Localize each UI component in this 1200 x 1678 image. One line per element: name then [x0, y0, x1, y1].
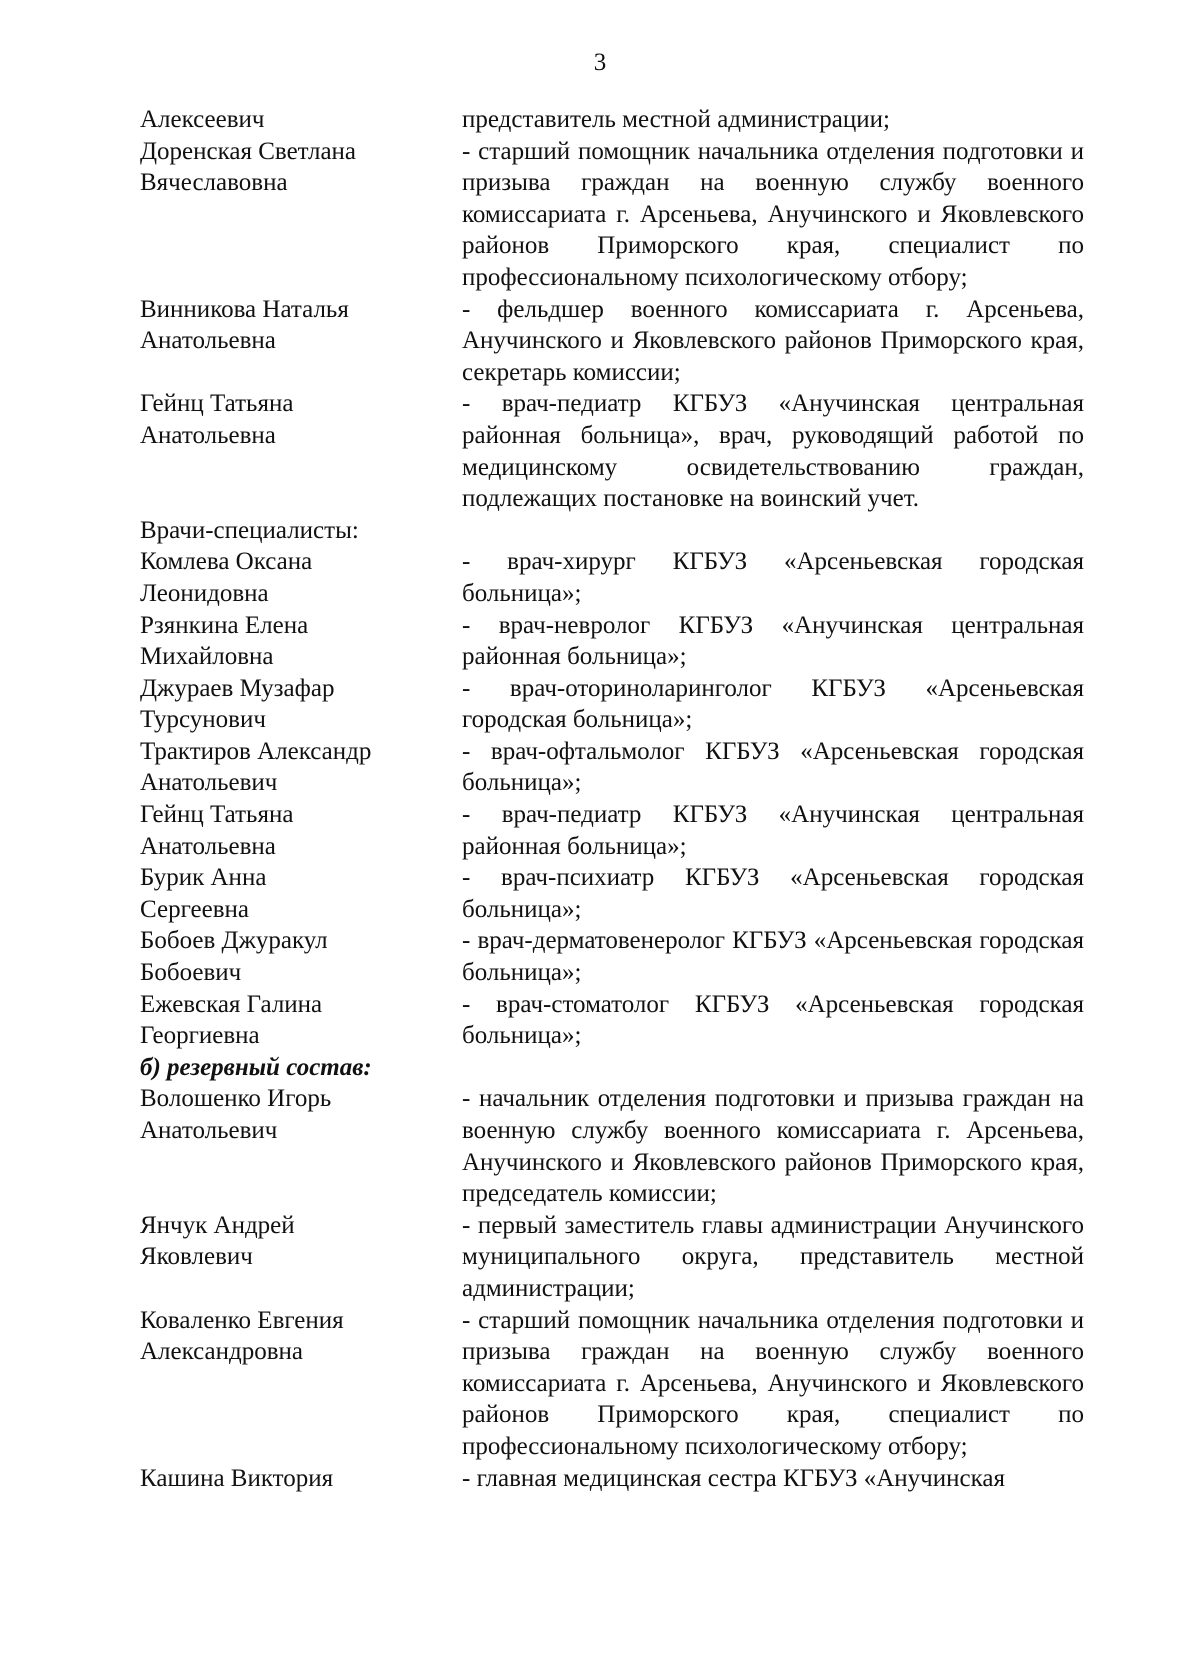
reserve-name-line: Янчук Андрей [140, 1211, 295, 1239]
member-name-line: Вячеславовна [140, 169, 288, 197]
reserve-name [140, 1083, 462, 1146]
specialist-row [140, 546, 1084, 609]
reserve-row [140, 1210, 1084, 1305]
reserve-description: - старший помощник начальника отделения подготовки и призыва граждан на военную службу военного комиссариата г. Арсеньева, Анучинского и Яковлевского районов Приморского края, специалист по профессиональному психологическому отбору; [462, 1306, 1084, 1460]
reserve-name-line: Анатольевич [140, 1117, 278, 1144]
specialist-description: - врач-дерматовенеролог КГБУЗ «Арсеньевская городская больница»; [462, 927, 1084, 987]
member-description: - старший помощник начальника отделения подготовки и призыва граждан на военную службу военного комиссариата г. Арсеньева, Анучинского и Яковлевского районов Приморского края, специалист по профессиональному психологическому отбору; [462, 137, 1084, 291]
member-name-line: Гейнц Татьяна [140, 390, 294, 418]
reserve-name-line: Яковлевич [140, 1243, 253, 1271]
specialist-name-line: Комлева Оксана [140, 548, 313, 576]
specialist-name [140, 799, 462, 862]
member-name-line: Винникова Наталья [140, 295, 349, 323]
specialist-name [140, 673, 462, 736]
reserve-heading: б) резервный состав: [140, 1053, 372, 1081]
specialist-name [140, 546, 462, 609]
specialist-name-line: Анатольевна [140, 832, 276, 860]
specialist-name-line: Турсунович [140, 706, 266, 734]
specialist-name-line: Леонидовна [140, 579, 269, 607]
specialist-description: - врач-оториноларинголог КГБУЗ «Арсеньевская городская больница»; [462, 674, 1084, 734]
member-name [140, 388, 462, 451]
member-name-line: Анатольевна [140, 421, 276, 449]
specialists-heading: Врачи-специалисты: [140, 516, 359, 544]
reserve-name-line: Александровна [140, 1338, 304, 1366]
specialist-description: - врач-психиатр КГБУЗ «Арсеньевская городская больница»; [462, 864, 1084, 923]
specialist-name [140, 610, 462, 673]
specialist-row [140, 799, 1084, 862]
specialist-name [140, 989, 462, 1052]
specialist-row [140, 610, 1084, 673]
specialist-description: - врач-офтальмолог КГБУЗ «Арсеньевская городская больница»; [462, 737, 1084, 797]
specialist-name-line: Анатольевич [140, 769, 278, 797]
specialist-row [140, 862, 1084, 925]
reserve-description: - первый заместитель главы администрации Анучинского муниципального округа, представитель местной администрации; [462, 1211, 1084, 1302]
member-description: представитель местной администрации; [462, 106, 890, 133]
reserve-name [140, 1463, 462, 1495]
page-number: 3 [593, 49, 607, 76]
reserve-row [140, 1083, 1084, 1209]
specialist-row [140, 673, 1084, 736]
reserve-name [140, 1305, 462, 1368]
specialist-description: - врач-невролог КГБУЗ «Анучинская центральная районная больница»; [462, 611, 1084, 671]
specialist-description: - врач-педиатр КГБУЗ «Анучинская центральная районная больница»; [462, 801, 1084, 860]
specialist-name-line: Георгиевна [140, 1022, 260, 1050]
reserve-name [140, 1210, 462, 1273]
reserve-name-line: Волошенко Игорь [140, 1085, 332, 1113]
reserve-row [140, 1463, 1084, 1495]
specialist-row [140, 925, 1084, 988]
member-name-line: Доренская Светлана [140, 137, 357, 165]
specialist-row [140, 736, 1084, 799]
specialist-description: - врач-хирург КГБУЗ «Арсеньевская городская больница»; [462, 548, 1084, 607]
specialist-name-line: Бобоев Джуракул [140, 927, 328, 955]
member-name [140, 136, 462, 199]
member-row [140, 294, 1084, 389]
member-row [140, 136, 1084, 294]
specialist-name-line: Бобоевич [140, 959, 242, 987]
specialist-name [140, 862, 462, 925]
document-body [140, 104, 1084, 1494]
specialist-name-line: Джураев Музафар [140, 674, 335, 702]
specialist-name-line: Гейнц Татьяна [140, 801, 294, 829]
member-description: - фельдшер военного комиссариата г. Арсеньева, Анучинского и Яковлевского районов Приморского края, секретарь комиссии; [462, 295, 1084, 386]
member-row-continuation [140, 104, 1084, 136]
specialist-name-line: Ежевская Галина [140, 990, 323, 1018]
member-row [140, 388, 1084, 514]
specialist-name-line: Бурик Анна [140, 864, 267, 892]
reserve-name-line: Коваленко Евгения [140, 1306, 344, 1334]
reserve-name-line: Кашина Виктория [140, 1464, 334, 1492]
specialist-name [140, 736, 462, 799]
reserve-row [140, 1305, 1084, 1463]
member-description: - врач-педиатр КГБУЗ «Анучинская центральная районная больница», врач, руководящий работой по медицинскому освидетельствованию граждан, подлежащих постановке на воинский учет. [462, 390, 1084, 513]
specialist-name-line: Михайловна [140, 643, 274, 671]
specialist-row [140, 989, 1084, 1052]
specialist-name-line: Трактиров Александр [140, 737, 372, 765]
reserve-description: - главная медицинская сестра КГБУЗ «Анучинская [462, 1464, 1005, 1492]
member-name-line: Анатольевна [140, 327, 276, 355]
member-name-line: Алексеевич [140, 106, 265, 133]
specialist-name-line: Сергеевна [140, 895, 249, 923]
reserve-description: - начальник отделения подготовки и призыва граждан на военную службу военного комиссариата г. Арсеньева, Анучинского и Яковлевского районов Приморского края, председатель комиссии; [462, 1085, 1084, 1208]
member-name [140, 294, 462, 357]
specialist-name-line: Рзянкина Елена [140, 611, 309, 639]
member-name [140, 104, 462, 136]
specialist-name [140, 925, 462, 988]
specialist-description: - врач-стоматолог КГБУЗ «Арсеньевская городская больница»; [462, 990, 1084, 1050]
